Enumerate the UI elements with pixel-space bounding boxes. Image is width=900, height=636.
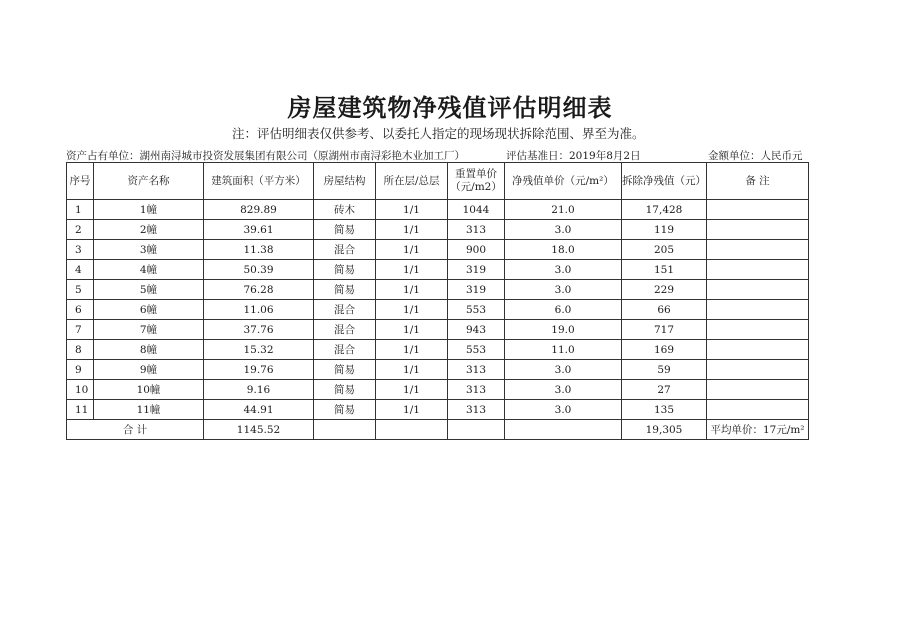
cell-residual-unit-price: 19.0 (505, 320, 622, 340)
cell-unit-price: 943 (448, 320, 505, 340)
cell-unit-price: 313 (448, 360, 505, 380)
cell-area: 37.76 (204, 320, 314, 340)
cell-floor: 1/1 (376, 240, 448, 260)
cell-structure: 混合 (314, 340, 376, 360)
cell-area: 9.16 (204, 380, 314, 400)
header-unit-price-line2: （元/m2） (450, 181, 502, 193)
cell-residual-unit-price: 18.0 (505, 240, 622, 260)
cell-asset-name: 7幢 (94, 320, 204, 340)
table-row (67, 320, 809, 340)
table-body (67, 200, 809, 420)
cell-unit-price: 313 (448, 220, 505, 240)
cell-asset-name: 3幢 (94, 240, 204, 260)
cell-area: 76.28 (204, 280, 314, 300)
asset-owner-label: 资产占有单位：湖州南浔城市投资发展集团有限公司（原湖州市南浔彩艳木业加工厂） (66, 150, 465, 162)
cell-residual-unit-price: 3.0 (505, 360, 622, 380)
cell-seq: 3 (67, 240, 94, 260)
cell-residual-unit-price: 21.0 (505, 200, 622, 220)
cell-floor: 1/1 (376, 200, 448, 220)
cell-residual-unit-price: 3.0 (505, 400, 622, 420)
table-header-row (67, 163, 809, 200)
cell-structure: 砖木 (314, 200, 376, 220)
cell-seq: 9 (67, 360, 94, 380)
total-residual-total: 19,305 (622, 420, 707, 440)
cell-residual-unit-price: 3.0 (505, 280, 622, 300)
cell-floor: 1/1 (376, 340, 448, 360)
header-remark: 备 注 (707, 163, 809, 200)
cell-remark (707, 300, 809, 320)
cell-asset-name: 4幢 (94, 260, 204, 280)
table-row (67, 220, 809, 240)
cell-seq: 5 (67, 280, 94, 300)
cell-residual-total: 229 (622, 280, 707, 300)
cell-floor: 1/1 (376, 220, 448, 240)
table-row (67, 260, 809, 280)
table-row (67, 400, 809, 420)
total-remark: 平均单价：17元/m² (707, 420, 809, 440)
cell-seq: 7 (67, 320, 94, 340)
total-structure-empty (314, 420, 376, 440)
total-unit-price-empty (448, 420, 505, 440)
cell-residual-unit-price: 3.0 (505, 260, 622, 280)
cell-structure: 混合 (314, 240, 376, 260)
cell-area: 50.39 (204, 260, 314, 280)
cell-structure: 混合 (314, 320, 376, 340)
header-seq: 序号 (67, 163, 94, 200)
cell-residual-unit-price: 11.0 (505, 340, 622, 360)
cell-remark (707, 380, 809, 400)
total-label: 合 计 (67, 420, 204, 440)
cell-remark (707, 320, 809, 340)
total-floor-empty (376, 420, 448, 440)
cell-asset-name: 5幢 (94, 280, 204, 300)
cell-unit-price: 553 (448, 300, 505, 320)
cell-seq: 8 (67, 340, 94, 360)
cell-remark (707, 240, 809, 260)
cell-seq: 4 (67, 260, 94, 280)
cell-asset-name: 8幢 (94, 340, 204, 360)
cell-structure: 简易 (314, 380, 376, 400)
cell-residual-total: 59 (622, 360, 707, 380)
header-area: 建筑面积（平方米） (204, 163, 314, 200)
cell-residual-total: 205 (622, 240, 707, 260)
table-row (67, 360, 809, 380)
cell-floor: 1/1 (376, 360, 448, 380)
cell-area: 19.76 (204, 360, 314, 380)
total-row (67, 420, 809, 440)
table-row (67, 280, 809, 300)
cell-remark (707, 400, 809, 420)
cell-floor: 1/1 (376, 260, 448, 280)
cell-structure: 简易 (314, 360, 376, 380)
cell-residual-total: 717 (622, 320, 707, 340)
cell-unit-price: 1044 (448, 200, 505, 220)
table-row (67, 300, 809, 320)
cell-structure: 简易 (314, 260, 376, 280)
cell-unit-price: 319 (448, 260, 505, 280)
document-note: 注：评估明细表仅供参考、以委托人指定的现场现状拆除范围、界至为准。 (232, 126, 645, 141)
cell-seq: 11 (67, 400, 94, 420)
cell-structure: 简易 (314, 400, 376, 420)
cell-residual-unit-price: 3.0 (505, 380, 622, 400)
cell-area: 44.91 (204, 400, 314, 420)
cell-area: 829.89 (204, 200, 314, 220)
document-title: 房屋建筑物净残值评估明细表 (287, 93, 613, 122)
cell-remark (707, 340, 809, 360)
cell-unit-price: 313 (448, 380, 505, 400)
cell-structure: 简易 (314, 280, 376, 300)
cell-remark (707, 220, 809, 240)
cell-area: 11.38 (204, 240, 314, 260)
cell-asset-name: 1幢 (94, 200, 204, 220)
total-area: 1145.52 (204, 420, 314, 440)
cell-asset-name: 10幢 (94, 380, 204, 400)
cell-residual-unit-price: 6.0 (505, 300, 622, 320)
header-asset-name: 资产名称 (94, 163, 204, 200)
valuation-date-label: 评估基准日：2019年8月2日 (506, 150, 641, 162)
cell-asset-name: 9幢 (94, 360, 204, 380)
cell-residual-unit-price: 3.0 (505, 220, 622, 240)
header-unit-price-line1: 重置单价 (455, 168, 497, 180)
cell-remark (707, 260, 809, 280)
header-floor: 所在层/总层 (376, 163, 448, 200)
cell-seq: 10 (67, 380, 94, 400)
cell-unit-price: 553 (448, 340, 505, 360)
currency-unit-label: 金额单位：人民币元 (708, 150, 803, 162)
header-unit-price (448, 163, 505, 200)
cell-floor: 1/1 (376, 380, 448, 400)
cell-residual-total: 66 (622, 300, 707, 320)
total-residual-unit-empty (505, 420, 622, 440)
header-residual-unit-price: 净残值单价（元/m²） (505, 163, 622, 200)
cell-unit-price: 313 (448, 400, 505, 420)
cell-unit-price: 900 (448, 240, 505, 260)
table-row (67, 240, 809, 260)
header-structure: 房屋结构 (314, 163, 376, 200)
cell-asset-name: 2幢 (94, 220, 204, 240)
cell-residual-total: 169 (622, 340, 707, 360)
cell-floor: 1/1 (376, 300, 448, 320)
cell-asset-name: 11幢 (94, 400, 204, 420)
cell-asset-name: 6幢 (94, 300, 204, 320)
valuation-detail-table (66, 162, 809, 440)
cell-seq: 2 (67, 220, 94, 240)
cell-residual-total: 135 (622, 400, 707, 420)
header-residual-total: 拆除净残值（元） (622, 163, 707, 200)
table-row (67, 340, 809, 360)
cell-structure: 简易 (314, 220, 376, 240)
table-row (67, 380, 809, 400)
cell-area: 39.61 (204, 220, 314, 240)
cell-area: 15.32 (204, 340, 314, 360)
cell-remark (707, 200, 809, 220)
cell-unit-price: 319 (448, 280, 505, 300)
cell-residual-total: 151 (622, 260, 707, 280)
cell-residual-total: 27 (622, 380, 707, 400)
cell-remark (707, 360, 809, 380)
cell-floor: 1/1 (376, 400, 448, 420)
table-row (67, 200, 809, 220)
cell-seq: 1 (67, 200, 94, 220)
cell-floor: 1/1 (376, 280, 448, 300)
cell-remark (707, 280, 809, 300)
cell-structure: 混合 (314, 300, 376, 320)
cell-residual-total: 119 (622, 220, 707, 240)
cell-floor: 1/1 (376, 320, 448, 340)
cell-seq: 6 (67, 300, 94, 320)
cell-residual-total: 17,428 (622, 200, 707, 220)
cell-area: 11.06 (204, 300, 314, 320)
